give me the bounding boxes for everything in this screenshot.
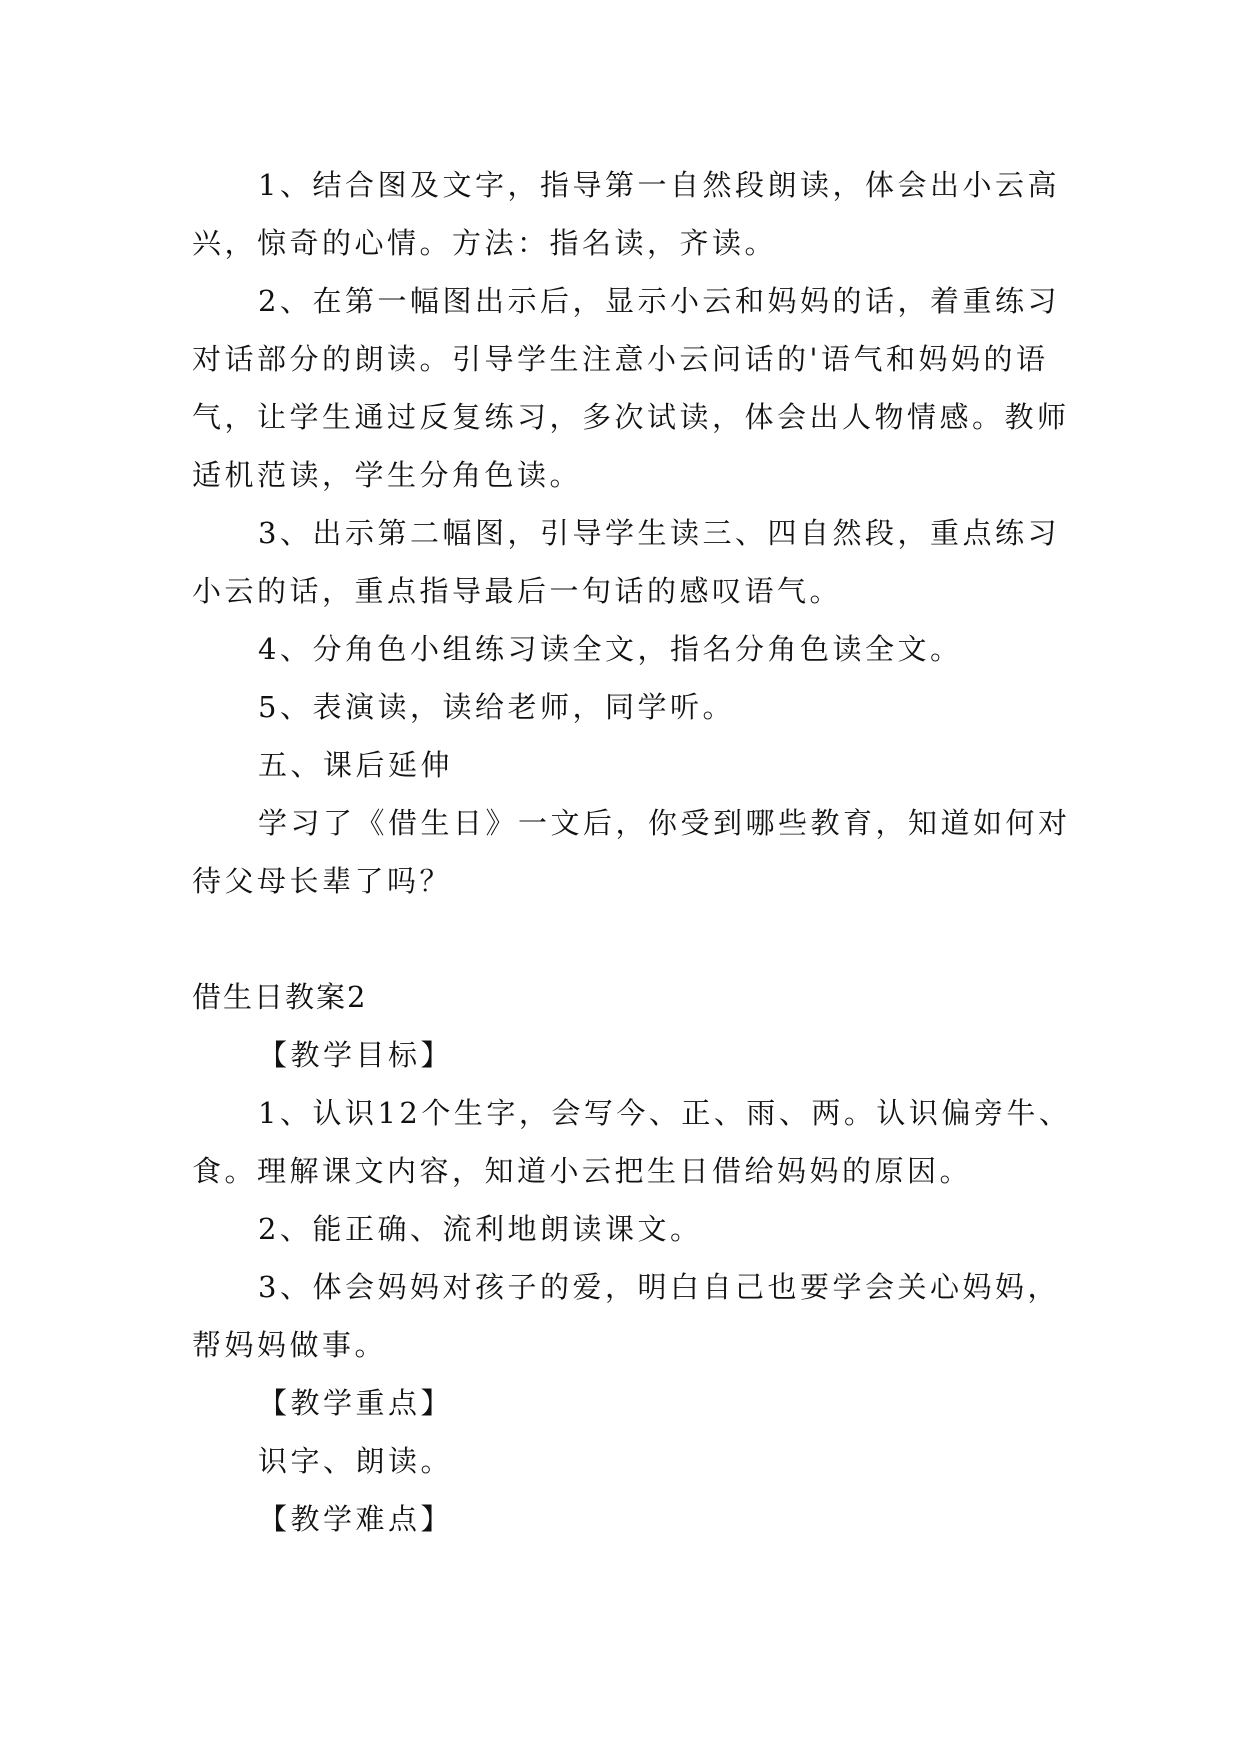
objective-2: 2、能正确、流利地朗读课文。 [258,1212,703,1246]
heading-objectives: 【教学目标】 [258,1038,454,1072]
key-points-text: 识字、朗读。 [258,1444,454,1478]
section-heading-extension: 五、课后延伸 [258,748,454,782]
paragraph-extension: 学习了《借生日》一文后，你受到哪些教育，知道如何对待父母长辈了吗？ [192,806,1071,898]
section-title: 借生日教案2 [192,980,368,1014]
paragraph-2: 2、在第一幅图出示后，显示小云和妈妈的话，着重练习对话部分的朗读。引导学生注意小云问话的'语气和妈妈的语气，让学生通过反复练习，多次试读，体会出人物情感。教师适机范读，学生分角色读。 [192,284,1070,492]
heading-difficulties: 【教学难点】 [258,1502,454,1536]
paragraph-1: 1、结合图及文字，指导第一自然段朗读，体会出小云高兴，惊奇的心情。方法：指名读，齐读。 [192,168,1060,260]
objective-1: 1、认识12个生字，会写今、正、雨、两。认识偏旁牛、食。理解课文内容，知道小云把生日借给妈妈的原因。 [192,1096,1072,1188]
paragraph-4: 4、分角色小组练习读全文，指名分角色读全文。 [258,632,963,666]
heading-key-points: 【教学重点】 [258,1386,454,1420]
objective-3: 3、体会妈妈对孩子的爱，明白自己也要学会关心妈妈，帮妈妈做事。 [192,1270,1060,1362]
paragraph-5: 5、表演读，读给老师，同学听。 [258,690,735,724]
paragraph-3: 3、出示第二幅图，引导学生读三、四自然段，重点练习小云的话，重点指导最后一句话的感叹语气。 [192,516,1060,608]
